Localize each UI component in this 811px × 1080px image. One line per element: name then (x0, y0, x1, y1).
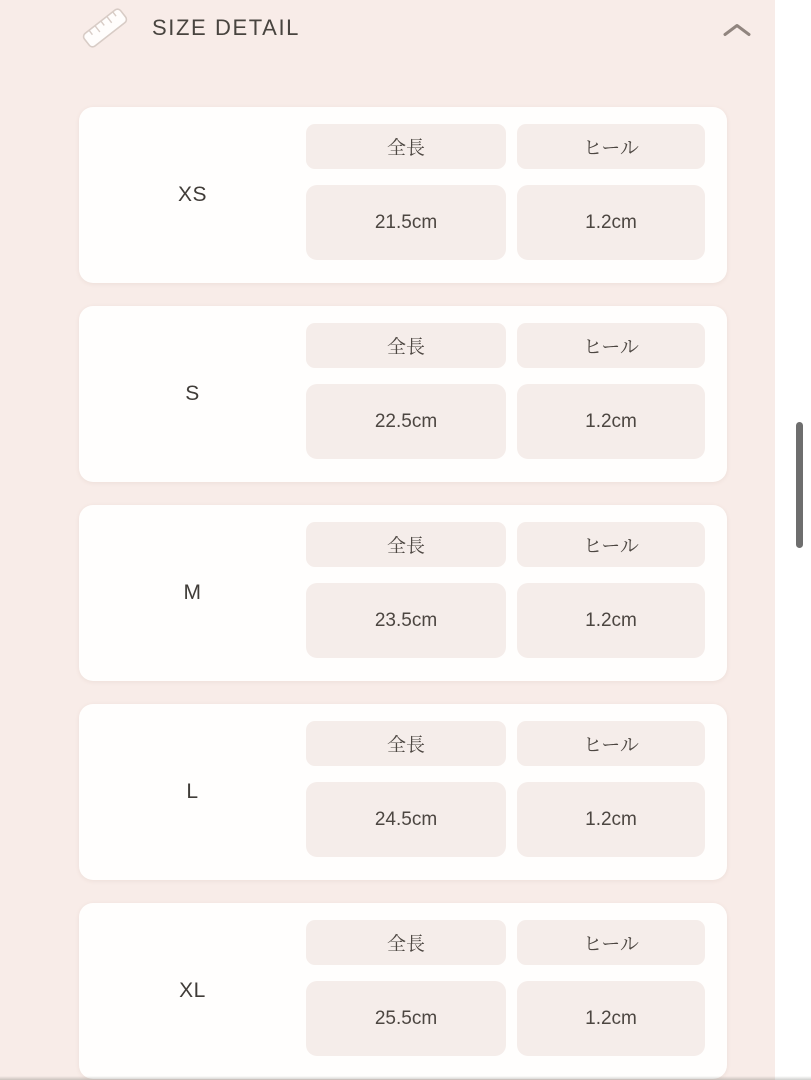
column-header-length: 全長 (306, 721, 506, 766)
heel-value: 1.2cm (517, 782, 705, 857)
length-value: 23.5cm (306, 583, 506, 658)
size-card-l (79, 704, 727, 880)
scrollbar-thumb[interactable] (796, 422, 803, 548)
length-value: 24.5cm (306, 782, 506, 857)
size-label: M (183, 581, 202, 604)
heel-value: 1.2cm (517, 384, 705, 459)
column-header-heel: ヒール (517, 124, 705, 169)
size-label: S (185, 382, 200, 405)
heel-value: 1.2cm (517, 583, 705, 658)
length-value: 21.5cm (306, 185, 506, 260)
length-value: 22.5cm (306, 384, 506, 459)
scrollbar-track[interactable] (775, 0, 811, 1080)
size-label: XL (179, 979, 206, 1002)
column-header-heel: ヒール (517, 522, 705, 567)
column-header-length: 全長 (306, 124, 506, 169)
heel-value: 1.2cm (517, 185, 705, 260)
size-card-s (79, 306, 727, 482)
size-label: XS (177, 183, 207, 206)
size-detail-header (0, 0, 775, 60)
length-value: 25.5cm (306, 981, 506, 1056)
column-header-length: 全長 (306, 323, 506, 368)
size-card-xs (79, 107, 727, 283)
ruler-icon (79, 5, 131, 51)
chevron-up-icon[interactable] (718, 16, 756, 46)
heel-value: 1.2cm (517, 981, 705, 1056)
column-header-length: 全長 (306, 920, 506, 965)
size-card-m (79, 505, 727, 681)
section-title: SIZE DETAIL (152, 15, 300, 40)
column-header-length: 全長 (306, 522, 506, 567)
column-header-heel: ヒール (517, 323, 705, 368)
column-header-heel: ヒール (517, 920, 705, 965)
size-card-list (79, 107, 727, 1079)
column-header-heel: ヒール (517, 721, 705, 766)
size-label: L (186, 780, 199, 803)
size-card-xl (79, 903, 727, 1079)
